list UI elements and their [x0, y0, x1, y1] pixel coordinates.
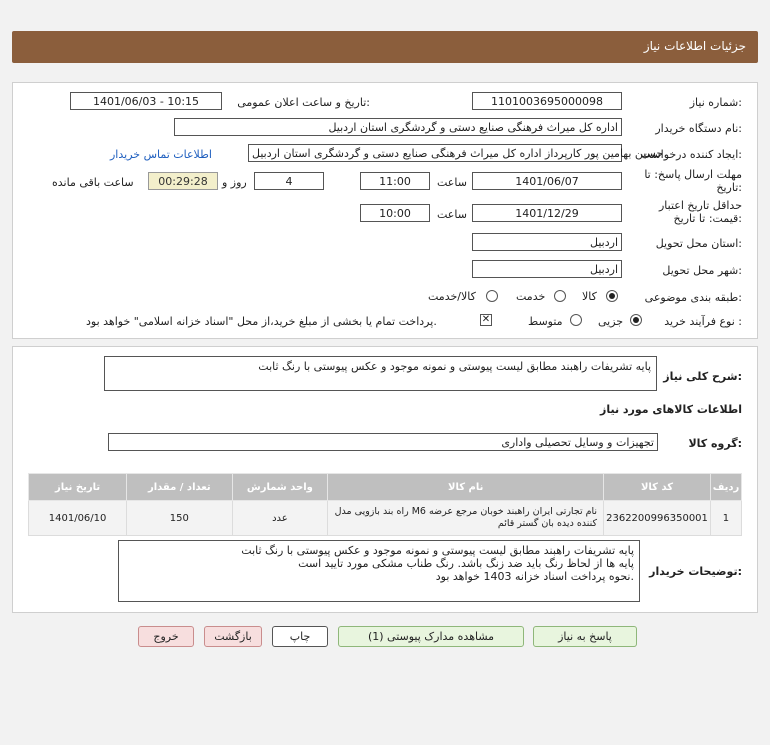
summary-label: شرح کلی نیاز:: [663, 370, 742, 383]
category-option-service: خدمت: [516, 290, 546, 303]
need-number-field: 1101003695000098: [472, 92, 622, 110]
remaining-time-label: ساعت باقی مانده: [52, 176, 134, 189]
deadline-time-label: ساعت: [437, 176, 467, 189]
back-button[interactable]: بازگشت: [204, 626, 262, 647]
process-radio-medium[interactable]: [570, 314, 582, 326]
validity-time-label: ساعت: [437, 208, 467, 221]
process-option-medium: متوسط: [528, 315, 563, 328]
city-field: اردبیل: [472, 260, 622, 278]
buyer-org-field: اداره کل میراث فرهنگی صنایع دستی و گردشگری استان اردبیل: [174, 118, 622, 136]
col-header-date: تاریخ نیاز: [29, 474, 127, 501]
attachments-button[interactable]: مشاهده مدارک پیوستی (1): [338, 626, 524, 647]
goods-group-field: تجهیزات و وسایل تحصیلی واداری: [108, 433, 658, 451]
buyer-notes-line: پایه تشریفات راهبند مطابق لیست پیوستی و نمونه موجود و عکس پیوستی با رنگ ثابت: [241, 544, 634, 557]
city-label: شهر محل تحویل:: [662, 264, 742, 277]
province-field: اردبیل: [472, 233, 622, 251]
table-header-row: [29, 474, 742, 501]
payment-note: پرداخت تمام یا بخشی از مبلغ خرید،از محل "اسناد خزانه اسلامی" خواهد بود.: [86, 315, 437, 328]
page-title: جزئیات اطلاعات نیاز: [643, 39, 746, 53]
cell-code: 2362200996350001: [604, 501, 711, 536]
goods-table: [28, 473, 742, 536]
process-label: نوع فرآیند خرید :: [664, 315, 742, 328]
announce-field: 1401/06/03 - 10:15: [70, 92, 222, 110]
contact-buyer-link[interactable]: اطلاعات تماس خریدار: [110, 148, 212, 161]
summary-text: پایه تشریفات راهبند مطابق لیست پیوستی و نمونه موجود و عکس پیوستی با رنگ ثابت: [104, 356, 657, 391]
buyer-notes-label: توضیحات خریدار:: [649, 565, 742, 578]
table-row: [29, 501, 742, 536]
category-radio-service[interactable]: [554, 290, 566, 302]
category-radio-both[interactable]: [486, 290, 498, 302]
creator-label: ایجاد کننده درخواست:: [640, 148, 742, 161]
cell-date: 1401/06/10: [29, 501, 127, 536]
validity-date-field: 1401/12/29: [472, 204, 622, 222]
cell-row: 1: [710, 501, 741, 536]
need-number-label: شماره نیاز:: [689, 96, 742, 109]
category-radio-goods[interactable]: [606, 290, 618, 302]
col-header-quantity: تعداد / مقدار: [127, 474, 232, 501]
announce-label: تاریخ و ساعت اعلان عمومی:: [237, 96, 370, 109]
remaining-time-field: 00:29:28: [148, 172, 218, 190]
reply-button[interactable]: پاسخ به نیاز: [533, 626, 637, 647]
deadline-label: مهلت ارسال پاسخ: تا تاریخ:: [644, 168, 742, 194]
print-button[interactable]: چاپ: [272, 626, 328, 647]
treasury-checkbox[interactable]: ✕: [481, 314, 491, 325]
category-option-goods: کالا: [582, 290, 597, 303]
cell-name: راه بند بازویی مدل M6 نام تجارتی ایران راهبند خوبان مرجع عرضه کننده دیده بان گستر قائم: [328, 501, 604, 536]
cell-quantity: 150: [127, 501, 232, 536]
page-header: [12, 31, 758, 63]
buyer-notes-line: پایه ها از لحاظ رنگ باید ضد زنگ باشد. رنگ طناب مشکی مورد تایید است: [298, 557, 634, 570]
exit-button[interactable]: خروج: [138, 626, 194, 647]
validity-label: حداقل تاریخ اعتبار قیمت: تا تاریخ:: [658, 199, 742, 225]
buyer-notes-line: نحوه پرداخت اسناد خزانه 1403 خواهد بود.: [435, 570, 634, 583]
col-header-row: ردیف: [710, 474, 741, 501]
deadline-date-field: 1401/06/07: [472, 172, 622, 190]
validity-time-field: 10:00: [360, 204, 430, 222]
col-header-code: کد کالا: [604, 474, 711, 501]
creator-field: حسین بهامین پور کارپرداز اداره کل میراث فرهنگی صنایع دستی و گردشگری استان اردبیل: [248, 144, 622, 162]
goods-info-heading: اطلاعات کالاهای مورد نیاز: [600, 403, 742, 416]
col-header-name: نام کالا: [328, 474, 604, 501]
deadline-time-field: 11:00: [360, 172, 430, 190]
days-field: 4: [254, 172, 324, 190]
process-radio-minor[interactable]: [630, 314, 642, 326]
cell-unit: عدد: [232, 501, 328, 536]
goods-group-label: گروه کالا:: [688, 437, 742, 450]
buyer-notes-text: [118, 540, 640, 602]
category-option-both: کالا/خدمت: [428, 290, 476, 303]
days-label: روز و: [222, 176, 247, 189]
province-label: استان محل تحویل:: [655, 237, 742, 250]
category-label: طبقه بندی موضوعی:: [644, 291, 742, 304]
buyer-org-label: نام دستگاه خریدار:: [655, 122, 742, 135]
process-option-minor: جزیی: [598, 315, 624, 328]
col-header-unit: واحد شمارش: [232, 474, 328, 501]
